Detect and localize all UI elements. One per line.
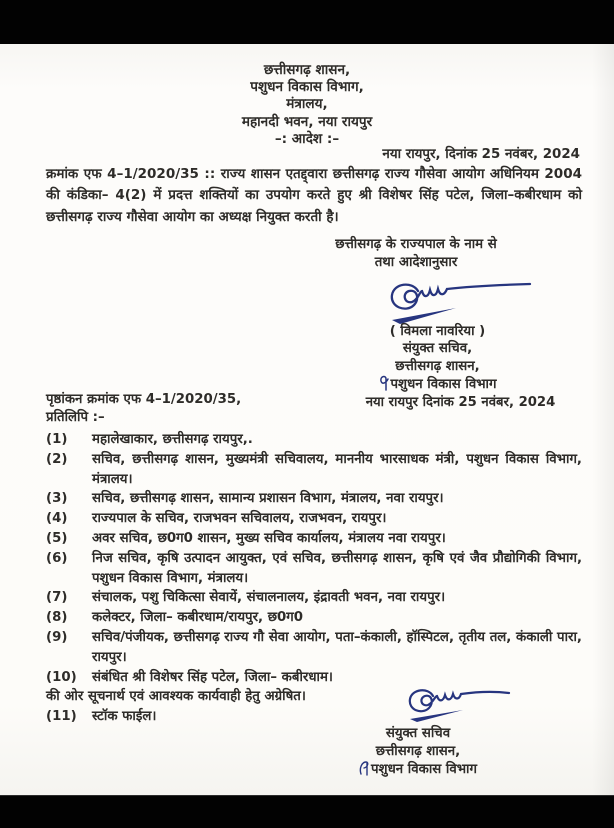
- copy-item-number: (1): [46, 432, 68, 447]
- signatory-designation: संयुक्त सचिव,: [402, 341, 473, 357]
- copy-list-item: [46, 489, 582, 509]
- copy-list-item: [46, 509, 582, 529]
- copy-item-text: संबंधित श्री विशेषर सिंह पटेल, जिला– कबीरधाम।: [92, 669, 333, 685]
- copy-list-item: [46, 608, 582, 628]
- by-order-line2: तथा आदेशानुसार: [374, 255, 458, 270]
- copy-list-item: [46, 628, 582, 668]
- signature-icon: [403, 685, 513, 725]
- copy-item-text: सचिव/पंजीयक, छत्तीसगढ़ राज्य गौ सेवा आयोग, पता–कंकाली, हॉस्पिटल, तृतीय तल, कंकाली पारा, रायपुर।: [92, 629, 582, 665]
- copy-item-text: सचिव, छत्तीसगढ़ शासन, मुख्यमंत्री सचिवालय, माननीय भारसाधक मंत्री, पशुधन विकास विभाग, मंत्रालय।: [92, 451, 582, 487]
- copy-item-number: (2): [46, 451, 68, 467]
- signatory-designation: संयुक्त सचिव: [385, 726, 451, 741]
- signature-top-ink: [384, 278, 534, 328]
- copy-distribution-list: [46, 430, 582, 727]
- document-page: [0, 44, 614, 795]
- signatory-govt: छत्तीसगढ़ शासन,: [395, 358, 480, 374]
- letterhead-government: छत्तीसगढ़ शासन,: [263, 62, 351, 78]
- copy-item-text: स्टॉक फाईल।: [92, 709, 157, 725]
- by-order-line1: छत्तीसगढ़ के राज्यपाल के नाम से: [335, 237, 497, 252]
- signatory-department: [330, 375, 545, 393]
- pen-tick-icon: [359, 760, 370, 776]
- copy-list-item: [46, 549, 582, 589]
- by-order-block: [298, 236, 534, 272]
- signature-icon: [384, 278, 534, 328]
- copy-item-number: (9): [46, 629, 68, 645]
- copy-item-number: (6): [46, 550, 68, 566]
- copy-item-text: संचालक, पशु चिकित्सा सेवायें, संचालनालय, इंद्रावती भवन, नवा रायपुर।: [92, 590, 446, 606]
- copy-item-number: (11): [46, 709, 77, 725]
- copy-item-text: निज सचिव, कृषि उत्पादन आयुक्त, एवं सचिव, छत्तीसगढ़ शासन, कृषि एवं जैव प्रौद्योगिकी विभाग, पशुधन विकास विभाग, मंत्रालय।: [92, 550, 582, 586]
- copy-item-number: (5): [46, 530, 68, 546]
- signatory-name: ( विमला नावरिया ): [389, 324, 486, 339]
- copy-item-text: कलेक्टर, जिला– कबीरधाम/रायपुर, छ0ग0: [92, 610, 304, 626]
- signatory-dateline: नया रायपुर दिनांक 25 नवंबर, 2024: [365, 395, 556, 410]
- endorsement-number: पृष्ठांकन क्रमांक एफ 4–1/2020/35,: [46, 392, 242, 407]
- pen-tick-icon: [378, 375, 389, 391]
- copy-list-item: [46, 450, 582, 490]
- signatory-top-block: [330, 323, 545, 394]
- copy-item-text: अवर सचिव, छ0ग0 शासन, मुख्य सचिव कार्यालय, मंत्रालय नवा रायपुर।: [92, 530, 446, 546]
- forwarded-for-info-line: की ओर सूचनार्थ एवं आवश्यक कार्यवाही हेतु अग्रेषित।: [46, 689, 306, 705]
- signatory-bottom-block: [328, 725, 508, 779]
- issue-dateline: नया रायपुर, दिनांक 25 नवंबर, 2024: [382, 147, 580, 162]
- copy-item-number: (4): [46, 511, 68, 527]
- signature-bottom-ink: [403, 685, 513, 725]
- letterhead-address: महानदी भवन, नया रायपुर: [241, 113, 373, 130]
- copy-item-text: महालेखाकार, छत्तीसगढ़ रायपुर,.: [92, 432, 253, 447]
- top-letterbox-bar: [0, 0, 614, 46]
- copy-item-number: (7): [46, 590, 68, 606]
- letterhead-department: पशुधन विकास विभाग,: [250, 79, 364, 96]
- copy-to-label: प्रतिलिपि :–: [46, 410, 105, 425]
- signatory-govt: छत्तीसगढ़ शासन,: [375, 743, 461, 759]
- signatory-department-label: पशुधन विकास विभाग: [370, 762, 477, 778]
- copy-item-number: (3): [46, 491, 68, 507]
- signatory-department-label: पशुधन विकास विभाग: [390, 377, 497, 393]
- copy-item-number: (10): [46, 669, 77, 685]
- letterhead: [0, 62, 614, 148]
- copy-item-number: (8): [46, 610, 68, 626]
- order-title: –: आदेश :–: [274, 130, 340, 147]
- copy-list-item: [46, 588, 582, 608]
- copy-list-item: [46, 529, 582, 549]
- signatory-department: [328, 760, 508, 779]
- letterhead-ministry: मंत्रालय,: [286, 96, 328, 113]
- order-paragraph: क्रमांक एफ 4–1/2020/35 :: राज्य शासन एतद्द्वारा छत्तीसगढ़ राज्य गौसेवा आयोग अधिनियम 2004 की कंडिका– 4(2) में प्रदत्त शक्तियों का उपयोग करते हुए श्री विशेषर सिंह पटेल, जिला–कबीरधाम को छत्तीसगढ़ राज्य गौसेवा आयोग का अध्यक्ष नियुक्त करती है।: [46, 166, 582, 225]
- copy-item-text: सचिव, छत्तीसगढ़ शासन, सामान्य प्रशासन विभाग, मंत्रालय, नवा रायपुर।: [92, 491, 444, 507]
- bottom-letterbox-bar: [0, 795, 614, 828]
- copy-list-item: [46, 430, 582, 450]
- copy-item-text: राज्यपाल के सचिव, राजभवन सचिवालय, राजभवन, रायपुर।: [92, 511, 387, 527]
